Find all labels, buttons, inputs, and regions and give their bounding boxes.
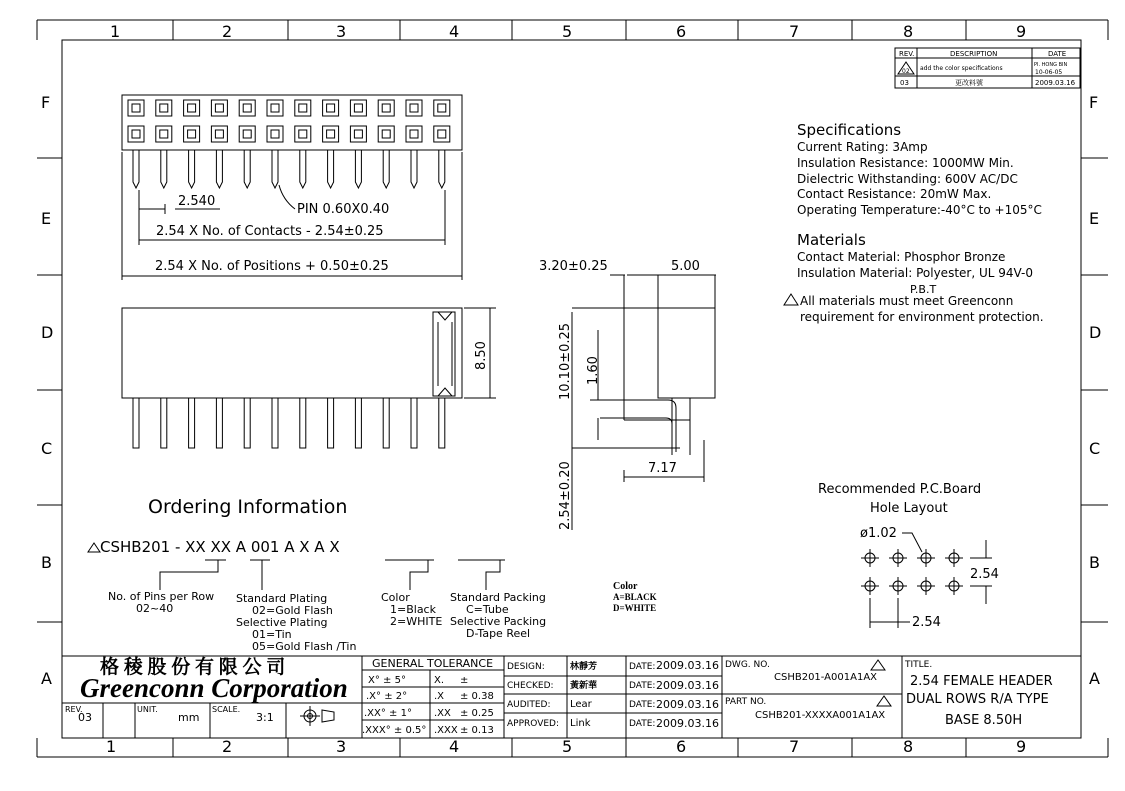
legend-plating-02: 02=Gold Flash bbox=[252, 604, 333, 617]
zone-row-d-right: D bbox=[1089, 323, 1102, 342]
pcb-hole bbox=[945, 577, 963, 595]
legend-standard-plating: Standard Plating bbox=[236, 592, 328, 605]
pcb-title-line2: Hole Layout bbox=[870, 501, 948, 516]
audited-date: 2009.03.16 bbox=[656, 698, 719, 711]
tol-linear-3: .XX bbox=[434, 708, 451, 719]
legend-selective-plating: Selective Plating bbox=[236, 616, 328, 629]
part-no-label: PART NO. bbox=[725, 697, 767, 707]
approved-name: Link bbox=[570, 718, 591, 729]
side-width-dimension: 5.00 bbox=[671, 259, 700, 274]
tol-value-3: ± 0.25 bbox=[460, 708, 494, 719]
dwg-no-label: DWG. NO. bbox=[725, 660, 770, 670]
design-date-label: DATE: bbox=[629, 662, 656, 672]
pin-leg bbox=[328, 398, 334, 448]
title-block bbox=[62, 655, 1081, 738]
zone-column-labels-bottom bbox=[106, 737, 1026, 756]
pin-leg bbox=[355, 398, 361, 448]
contact-cell bbox=[323, 126, 339, 142]
contact-cell bbox=[156, 126, 172, 142]
materials-title: Materials bbox=[797, 231, 866, 249]
zone-row-e-right: E bbox=[1089, 209, 1100, 228]
pin-tail bbox=[244, 150, 250, 188]
specifications-title: Specifications bbox=[797, 121, 902, 139]
contact-cell bbox=[184, 126, 200, 142]
unit-value: mm bbox=[178, 711, 200, 724]
contact-cell bbox=[128, 126, 144, 142]
pcb-hole-diameter: ø1.02 bbox=[860, 526, 897, 541]
rev-value: 03 bbox=[78, 711, 92, 724]
side-view bbox=[539, 259, 716, 530]
pin-tail bbox=[133, 150, 139, 188]
zone-row-c: C bbox=[41, 439, 53, 458]
contact-cell bbox=[350, 100, 366, 116]
pin-leg bbox=[189, 398, 195, 448]
contact-cell bbox=[378, 100, 394, 116]
legend-packing-tube: C=Tube bbox=[466, 603, 509, 616]
rev-03-description: 更改料號 bbox=[955, 79, 983, 87]
rev-02-description: add the color specifications bbox=[920, 65, 1003, 72]
pcb-hole bbox=[889, 549, 907, 567]
side-leg-dimension: 7.17 bbox=[648, 461, 677, 476]
pcb-holes bbox=[861, 549, 963, 595]
legend-color: Color bbox=[381, 591, 410, 604]
title-line3: BASE 8.50H bbox=[945, 713, 1023, 728]
rev-header: REV. bbox=[899, 50, 915, 58]
zone-col-7-bottom: 7 bbox=[789, 737, 800, 756]
zone-col-5: 5 bbox=[562, 22, 573, 41]
warning-triangle-icon bbox=[784, 294, 798, 305]
dwg-no-value: CSHB201-A001A1AX bbox=[774, 672, 878, 683]
rev-02-date: 10-06-05 bbox=[1035, 69, 1063, 76]
pcb-title-line1: Recommended P.C.Board bbox=[818, 482, 982, 497]
zone-col-6: 6 bbox=[676, 22, 687, 41]
unit-label: UNIT. bbox=[137, 705, 158, 714]
contact-cell bbox=[295, 100, 311, 116]
rev-02-author: PI. HONG BIN bbox=[1034, 62, 1068, 68]
contact-cell bbox=[406, 126, 422, 142]
pcb-hole bbox=[945, 549, 963, 567]
pin-leg bbox=[383, 398, 389, 448]
pcb-row-pitch: 2.54 bbox=[970, 567, 999, 582]
material-insulation: Insulation Material: Polyester, UL 94V-0 bbox=[797, 266, 1033, 280]
zone-row-a-right: A bbox=[1089, 669, 1100, 688]
spec-contact-resistance: Contact Resistance: 20mW Max. bbox=[797, 187, 992, 201]
design-date: 2009.03.16 bbox=[656, 659, 719, 672]
zone-col-2-bottom: 2 bbox=[222, 737, 233, 756]
spec-operating-temperature: Operating Temperature:-40°C to +105°C bbox=[797, 203, 1042, 217]
tolerance-title: GENERAL TOLERANCE bbox=[372, 657, 494, 670]
contact-cell bbox=[350, 126, 366, 142]
zone-col-3: 3 bbox=[336, 22, 347, 41]
side-height-dimension: 10.10±0.25 bbox=[558, 322, 573, 400]
color-note-a: A=BLACK bbox=[613, 592, 657, 602]
tol-angle-3: .XX° ± 1° bbox=[364, 708, 412, 719]
legend-color-white: 2=WHITE bbox=[390, 615, 443, 628]
legend-plating-01: 01=Tin bbox=[252, 628, 292, 641]
pcb-hole bbox=[917, 577, 935, 595]
contacts-dimension: 2.54 X No. of Contacts - 2.54±0.25 bbox=[156, 224, 384, 239]
front-height-dimension: 8.50 bbox=[474, 341, 489, 370]
dwg-rev-triangle-icon bbox=[871, 660, 885, 670]
materials-block bbox=[784, 231, 1044, 324]
contact-cell bbox=[128, 100, 144, 116]
pcb-hole bbox=[917, 549, 935, 567]
legend-pins-label: No. of Pins per Row bbox=[108, 590, 215, 603]
pitch-dimension: 2.540 bbox=[178, 194, 216, 209]
ordering-title: Ordering Information bbox=[148, 496, 348, 518]
pin-tail bbox=[161, 150, 167, 188]
zone-col-9-bottom: 9 bbox=[1016, 737, 1027, 756]
specifications-block bbox=[797, 121, 1042, 217]
pin-dimension: PIN 0.60X0.40 bbox=[297, 202, 390, 217]
description-header: DESCRIPTION bbox=[950, 50, 998, 58]
part-rev-triangle-icon bbox=[877, 696, 891, 706]
zone-col-7: 7 bbox=[789, 22, 800, 41]
pin-tail bbox=[383, 150, 389, 188]
material-contact: Contact Material: Phosphor Bronze bbox=[797, 250, 1006, 264]
contact-cell bbox=[239, 100, 255, 116]
pin-leader bbox=[279, 185, 295, 209]
rev-label: REV. bbox=[65, 705, 83, 714]
zone-column-labels-top bbox=[110, 22, 1026, 41]
contact-cell bbox=[434, 100, 450, 116]
zone-row-b: B bbox=[41, 553, 52, 572]
side-tail-dimension: 2.54±0.20 bbox=[558, 461, 573, 530]
rev-03-number: 03 bbox=[900, 79, 909, 87]
color-note-d: D=WHITE bbox=[613, 603, 657, 613]
pin-tail bbox=[189, 150, 195, 188]
audited-role: AUDITED: bbox=[507, 700, 551, 710]
tol-angle-1: X° ± 5° bbox=[368, 675, 406, 686]
pin-tail bbox=[272, 150, 278, 188]
approved-date: 2009.03.16 bbox=[656, 717, 719, 730]
rev-03-date: 2009.03.16 bbox=[1035, 79, 1076, 87]
pin-leg bbox=[133, 398, 139, 448]
pin-leg bbox=[439, 398, 445, 448]
contact-cell bbox=[406, 100, 422, 116]
zone-col-3-bottom: 3 bbox=[336, 737, 347, 756]
scale-value: 3:1 bbox=[256, 711, 274, 724]
side-offset-dimension: 3.20±0.25 bbox=[539, 259, 608, 274]
spec-insulation-resistance: Insulation Resistance: 1000MW Min. bbox=[797, 156, 1014, 170]
tol-value-4: ± 0.13 bbox=[460, 725, 494, 736]
pcb-hole bbox=[889, 577, 907, 595]
zone-row-a: A bbox=[41, 669, 52, 688]
zone-col-8-bottom: 8 bbox=[903, 737, 914, 756]
materials-note-line2: requirement for environment protection. bbox=[800, 310, 1044, 324]
zone-row-c-right: C bbox=[1089, 439, 1101, 458]
rev-02-number: 02 bbox=[902, 68, 910, 75]
tol-angle-4: .XXX° ± 0.5° bbox=[362, 725, 427, 736]
pcb-hole-layout bbox=[818, 482, 999, 630]
pcb-hole bbox=[861, 577, 879, 595]
tol-linear-4: .XXX bbox=[434, 725, 458, 736]
audited-name: Lear bbox=[570, 699, 592, 710]
pin-tail bbox=[216, 150, 222, 188]
material-pbt: P.B.T bbox=[910, 283, 937, 296]
spec-dielectric: Dielectric Withstanding: 600V AC/DC bbox=[797, 172, 1018, 186]
audited-date-label: DATE: bbox=[629, 700, 656, 710]
title-label: TITLE. bbox=[905, 660, 933, 670]
zone-row-f-right: F bbox=[1089, 93, 1099, 112]
part-no-value: CSHB201-XXXXA001A1AX bbox=[755, 710, 886, 721]
pin-leg bbox=[300, 398, 306, 448]
contact-cell bbox=[184, 100, 200, 116]
tol-value-1: ± bbox=[460, 675, 469, 686]
checked-name: 黃新華 bbox=[570, 681, 598, 691]
zone-row-d: D bbox=[41, 323, 54, 342]
company-name-chinese: 格 稜 股 份 有 限 公 司 bbox=[100, 657, 286, 678]
title-line2: DUAL ROWS R/A TYPE bbox=[906, 692, 1049, 707]
tol-angle-2: .X° ± 2° bbox=[366, 691, 408, 702]
zone-row-f: F bbox=[41, 93, 51, 112]
ordering-part-code: CSHB201 - XX XX A 001 A X A X bbox=[100, 538, 340, 556]
zone-col-9: 9 bbox=[1016, 22, 1027, 41]
tol-linear-2: .X bbox=[434, 691, 445, 702]
positions-dimension: 2.54 X No. of Positions + 0.50±0.25 bbox=[155, 259, 389, 274]
color-note-title: Color bbox=[613, 581, 638, 592]
pin-leg bbox=[161, 398, 167, 448]
zone-col-5-bottom: 5 bbox=[562, 737, 573, 756]
legend-selective-packing: Selective Packing bbox=[450, 615, 547, 628]
legend-packing-reel: D-Tape Reel bbox=[466, 627, 531, 640]
zone-col-4: 4 bbox=[449, 22, 460, 41]
contact-cell bbox=[156, 100, 172, 116]
date-header: DATE bbox=[1048, 50, 1067, 58]
tol-linear-1: X. bbox=[434, 675, 445, 686]
pin-leg bbox=[272, 398, 278, 448]
checked-role: CHECKED: bbox=[507, 681, 554, 691]
zone-col-2: 2 bbox=[222, 22, 233, 41]
pin-tail bbox=[411, 150, 417, 188]
spec-current-rating: Current Rating: 3Amp bbox=[797, 140, 928, 154]
front-view bbox=[122, 308, 496, 448]
zone-row-e: E bbox=[41, 209, 52, 228]
ordering-warning-icon bbox=[88, 543, 100, 552]
contact-cell bbox=[211, 126, 227, 142]
pin-leg bbox=[216, 398, 222, 448]
contact-cell bbox=[211, 100, 227, 116]
pin-tail bbox=[328, 150, 334, 188]
approved-date-label: DATE: bbox=[629, 719, 656, 729]
pin-leg bbox=[244, 398, 250, 448]
contact-cell bbox=[434, 126, 450, 142]
legend-standard-packing: Standard Packing bbox=[450, 591, 546, 604]
scale-label: SCALE. bbox=[212, 705, 241, 714]
zone-col-8: 8 bbox=[903, 22, 914, 41]
approved-role: APPROVED: bbox=[507, 719, 559, 729]
top-view bbox=[122, 95, 462, 280]
zone-col-4-bottom: 4 bbox=[449, 737, 460, 756]
contact-cell bbox=[295, 126, 311, 142]
legend-color-black: 1=Black bbox=[390, 603, 436, 616]
pin-tail bbox=[300, 150, 306, 188]
pins-front bbox=[133, 398, 445, 448]
zone-col-1-bottom: 1 bbox=[106, 737, 117, 756]
contact-cell bbox=[239, 126, 255, 142]
company-name-english: Greenconn Corporation bbox=[80, 673, 348, 703]
side-pin-height-dimension: 1.60 bbox=[586, 356, 601, 385]
design-name: 林靜芳 bbox=[570, 662, 598, 672]
pins-top bbox=[133, 150, 445, 188]
tol-value-2: ± 0.38 bbox=[460, 691, 494, 702]
legend-pins-range: 02~40 bbox=[136, 602, 174, 615]
zone-col-1: 1 bbox=[110, 22, 121, 41]
contact-cell bbox=[267, 100, 283, 116]
projection-symbol-icon bbox=[300, 706, 334, 726]
contact-cell bbox=[378, 126, 394, 142]
revision-block bbox=[895, 48, 1080, 88]
checked-date-label: DATE: bbox=[629, 681, 656, 691]
contact-cells bbox=[128, 100, 450, 142]
contact-cell bbox=[323, 100, 339, 116]
pin-leg bbox=[411, 398, 417, 448]
pcb-col-pitch: 2.54 bbox=[912, 615, 941, 630]
title-line1: 2.54 FEMALE HEADER bbox=[910, 674, 1053, 689]
contact-cell bbox=[267, 126, 283, 142]
legend-plating-05: 05=Gold Flash /Tin bbox=[252, 640, 357, 653]
pcb-hole bbox=[861, 549, 879, 567]
design-role: DESIGN: bbox=[507, 662, 545, 672]
checked-date: 2009.03.16 bbox=[656, 679, 719, 692]
materials-note-line1: All materials must meet Greenconn bbox=[800, 294, 1014, 308]
pin-tail bbox=[355, 150, 361, 188]
zone-row-b-right: B bbox=[1089, 553, 1100, 572]
zone-col-6-bottom: 6 bbox=[676, 737, 687, 756]
pin-tail bbox=[439, 150, 445, 188]
